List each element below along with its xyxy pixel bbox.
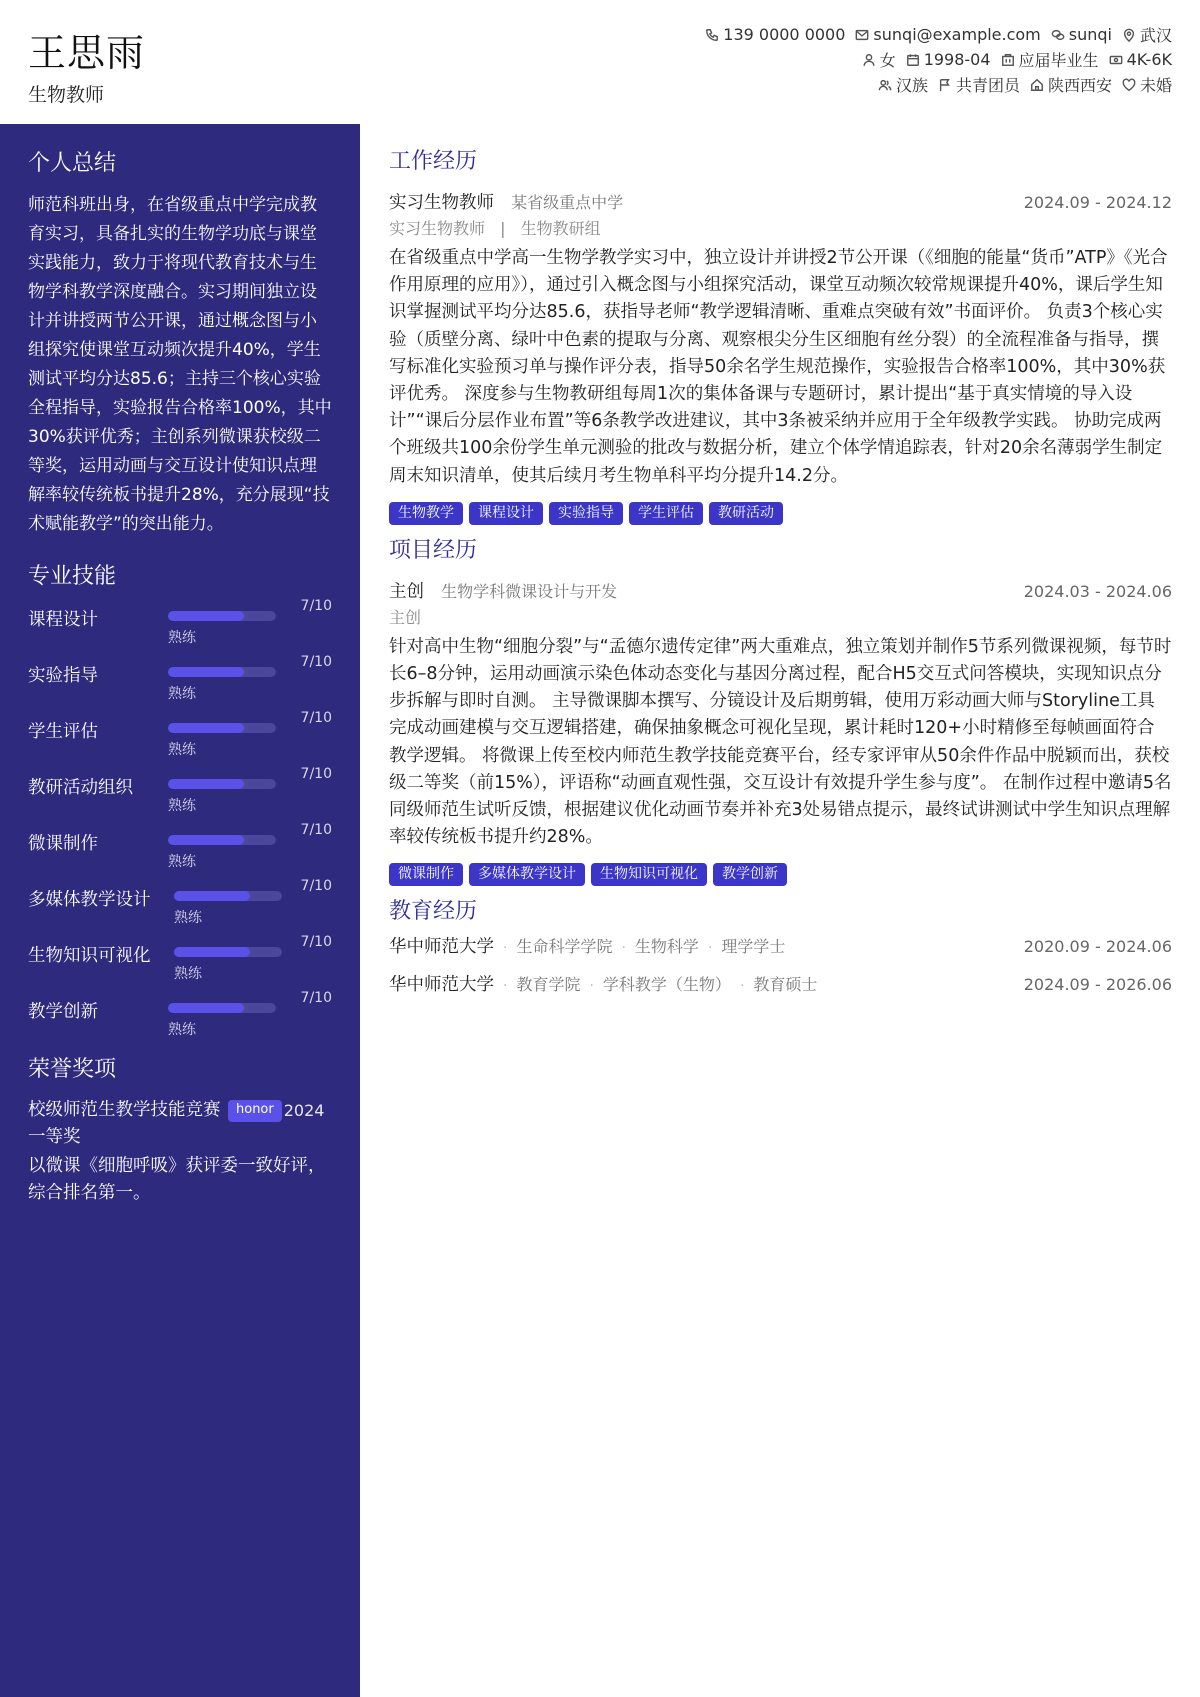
heart-icon — [1122, 78, 1136, 92]
edu-school: 华中师范大学 — [389, 937, 494, 958]
education-item: 华中师范大学 · 生命科学学院 · 生物科学 · 理学学士 2020.09 - 2024.06 — [389, 933, 1172, 971]
edu-college: 生命科学学院 — [516, 937, 613, 957]
skill-bar-fill — [174, 891, 250, 901]
hometown-item — [1030, 73, 1112, 96]
skill-item — [28, 876, 332, 932]
education-heading: 教育经历 — [389, 899, 478, 925]
status-text: 应届毕业生 — [1018, 51, 1099, 70]
skill-meter — [168, 708, 332, 759]
work-description: 在省级重点中学高一生物学教学实习中，独立设计并讲授2节公开课（《细胞的能量“货币”ATP》《光合作用原理的应用》），通过引入概念图与小组探究活动，课堂互动频次较常规课提升40%，课后学生知识掌握测试平均分达85.6，获指导老师“教学逻辑清晰、重难点突破有效”书面评价。 负责3个核心实验（质壁分离、绿叶中色素的提取与分离、观察根尖分生区细胞有丝分裂）的全流程准备与指导，撰写标准化实验预习单与操作评分表，指导50余名学生规范操作，实验报告合格率100%，其中30%获评优秀。 深度参与生物教研组每周1次的集体备课与专题研讨，累计提出“基于真实情境的导入设计”“课后分层作业布置”等6条教学改进建议，其中3条被采纳并应用于全年级教学实践。 协助完成两个班级共100余份学生单元测验的批改与数据分析，建立个体学情追踪表，针对20余名薄弱学生制定周末知识清单，使其后续月考生物单科平均分提升14.2分。 — [389, 248, 1168, 486]
work-department: 生物教研组 — [520, 219, 601, 238]
birth-text: 1998-04 — [923, 50, 991, 69]
skill-name: 多媒体教学设计 — [28, 890, 151, 910]
politics-item — [938, 73, 1020, 96]
work-heading: 工作经历 — [389, 149, 478, 174]
marital-item — [1122, 73, 1172, 96]
skill-level: 熟练 — [168, 854, 196, 870]
status-item — [1001, 48, 1099, 71]
wechat-icon — [1051, 28, 1065, 42]
skill-bar — [174, 891, 282, 901]
flag-icon — [938, 78, 952, 92]
skills-heading: 专业技能 — [28, 564, 117, 589]
tag: 课程设计 — [469, 502, 543, 525]
skill-item — [28, 652, 332, 708]
skill-score: 7/10 — [300, 654, 332, 670]
skill-bar — [168, 835, 276, 845]
location-item — [1122, 23, 1172, 46]
honor-item — [28, 1097, 332, 1151]
work-entry-header — [389, 189, 1172, 215]
education-item: 华中师范大学 · 教育学院 · 学科教学（生物） · 教育硕士 2024.09 - 2026.06 — [389, 971, 1172, 1009]
skill-level: 熟练 — [168, 742, 196, 758]
skill-bar — [168, 611, 276, 621]
edu-major: 学科教学（生物） — [602, 975, 731, 995]
honor-year: 2024 — [283, 1101, 325, 1120]
edu-date: 2020.09 - 2024.06 — [1023, 937, 1172, 957]
honors-heading: 荣誉奖项 — [28, 1057, 117, 1082]
tag: 教学创新 — [713, 863, 787, 886]
skill-score: 7/10 — [300, 598, 332, 614]
project-date: 2024.03 - 2024.06 — [1023, 581, 1172, 601]
work-date: 2024.09 - 2024.12 — [1023, 193, 1172, 212]
marital-text: 未婚 — [1139, 76, 1172, 95]
calendar-icon — [906, 53, 920, 67]
skill-level: 熟练 — [168, 798, 196, 814]
skill-bar-fill — [168, 779, 244, 789]
skill-item — [28, 708, 332, 764]
skill-item — [28, 932, 332, 988]
gender-text: 女 — [879, 51, 896, 70]
ethnicity-item — [878, 73, 928, 96]
money-icon — [1109, 53, 1123, 67]
salary-text: 4K-6K — [1126, 50, 1172, 69]
work-position: 实习生物教师 — [389, 219, 486, 238]
email-text: sunqi@example.com — [873, 25, 1041, 44]
ethnicity-text: 汉族 — [895, 76, 928, 95]
skill-meter — [174, 932, 332, 983]
project-name: 生物学科微课设计与开发 — [441, 581, 618, 601]
skill-name: 生物知识可视化 — [28, 946, 151, 966]
building-icon — [1001, 53, 1015, 67]
tag: 微课制作 — [389, 863, 463, 886]
hometown-text: 陕西西安 — [1047, 76, 1112, 95]
location-pin-icon — [1122, 28, 1136, 42]
politics-text: 共青团员 — [955, 76, 1020, 95]
skill-bar-fill — [168, 835, 244, 845]
skill-bar-fill — [168, 1003, 244, 1013]
skill-name: 微课制作 — [28, 834, 98, 854]
skill-score: 7/10 — [300, 710, 332, 726]
tag: 生物知识可视化 — [591, 863, 707, 886]
edu-date: 2024.09 - 2026.06 — [1023, 975, 1172, 995]
skill-level: 熟练 — [168, 686, 196, 702]
skill-item — [28, 764, 332, 820]
project-tags — [389, 863, 1172, 886]
job-title: 生物教师 — [28, 84, 105, 106]
tag: 生物教学 — [389, 502, 463, 525]
skill-score: 7/10 — [300, 822, 332, 838]
location-text: 武汉 — [1139, 26, 1172, 45]
phone-item[interactable] — [705, 25, 845, 44]
edu-degree: 教育硕士 — [753, 975, 818, 995]
skill-meter — [168, 820, 332, 871]
work-subtitle — [389, 215, 1172, 243]
skill-score: 7/10 — [300, 766, 332, 782]
work-org: 某省级重点中学 — [511, 193, 624, 212]
skill-bar — [174, 947, 282, 957]
skill-bar-fill — [168, 723, 244, 733]
skill-bar-fill — [168, 667, 244, 677]
sidebar — [0, 124, 360, 1697]
skill-meter — [168, 652, 332, 703]
honor-name: 校级师范生教学技能竞赛一等奖 — [28, 1100, 221, 1147]
contact-info — [452, 22, 1172, 97]
skill-score: 7/10 — [300, 990, 332, 1006]
project-heading: 项目经历 — [389, 537, 478, 563]
salary-item — [1109, 50, 1172, 69]
skill-bar — [168, 667, 276, 677]
tag: 学生评估 — [629, 502, 703, 525]
honor-badge: honor — [228, 1100, 282, 1122]
work-tags — [389, 502, 1172, 525]
skill-level: 熟练 — [168, 1022, 196, 1038]
skill-bar — [168, 1003, 276, 1013]
edu-major: 生物科学 — [634, 937, 699, 957]
skill-name: 学生评估 — [28, 722, 98, 742]
work-role: 实习生物教师 — [389, 193, 494, 213]
phone-icon — [705, 28, 719, 42]
skill-meter — [168, 988, 332, 1039]
honor-description: 以微课《细胞呼吸》获评委一致好评，综合排名第一。 — [28, 1156, 326, 1203]
skill-name: 课程设计 — [28, 610, 98, 630]
skill-level: 熟练 — [174, 910, 202, 926]
tag: 教研活动 — [709, 502, 783, 525]
project-entry-header — [389, 578, 1172, 604]
wechat-text: sunqi — [1068, 25, 1112, 44]
project-subtitle: 主创 — [389, 607, 422, 627]
skill-item — [28, 820, 332, 876]
skill-score: 7/10 — [300, 878, 332, 894]
gender-item — [862, 48, 896, 71]
project-role: 主创 — [389, 581, 424, 602]
candidate-name: 王思雨 — [28, 31, 146, 75]
edu-school: 华中师范大学 — [389, 975, 494, 996]
edu-degree: 理学学士 — [721, 937, 786, 957]
mail-icon — [855, 28, 869, 42]
contact-row-3 — [452, 72, 1172, 97]
contact-row-2 — [452, 47, 1172, 72]
user-icon — [862, 53, 876, 67]
contact-row-1 — [452, 22, 1172, 47]
summary-heading: 个人总结 — [28, 151, 117, 176]
skill-bar-fill — [174, 947, 250, 957]
project-description: 针对高中生物“细胞分裂”与“孟德尔遗传定律”两大重难点，独立策划并制作5节系列微课视频，每节时长6–8分钟，运用动画演示染色体动态变化与基因分离过程，配合H5交互式问答模块，实现知识点分步拆解与即时自测。 主导微课脚本撰写、分镜设计及后期剪辑，使用万彩动画大师与Storyline工具完成动画建模与交互逻辑搭建，确保抽象概念可视化呈现，累计耗时120+小时精修至每帧画面符合教学逻辑。 将微课上传至校内师范生教学技能竞赛平台，经专家评审从50余件作品中脱颖而出，获校级二等奖（前15%），评语称“动画直观性强，交互设计有效提升学生参与度”。 在制作过程中邀请5名同级师范生试听反馈，根据建议优化动画节奏并补充3处易错点提示，最终试讲测试中学生知识点理解率较传统板书提升约28%。 — [389, 636, 1172, 848]
email-item[interactable] — [855, 25, 1040, 44]
skill-bar — [168, 779, 276, 789]
skill-bar-fill — [168, 611, 244, 621]
birth-item — [906, 50, 991, 69]
skill-meter — [168, 596, 332, 647]
skill-bar — [168, 723, 276, 733]
users-icon — [878, 78, 892, 92]
tag: 多媒体教学设计 — [469, 863, 585, 886]
skill-meter — [174, 876, 332, 927]
skill-name: 实验指导 — [28, 666, 98, 686]
edu-college: 教育学院 — [516, 975, 581, 995]
separator: | — [500, 219, 506, 238]
skill-item — [28, 596, 332, 652]
skill-level: 熟练 — [174, 966, 202, 982]
resume-header — [0, 0, 1200, 124]
skill-score: 7/10 — [300, 934, 332, 950]
skills-list — [28, 596, 332, 1044]
wechat-item[interactable] — [1051, 25, 1112, 44]
main-content — [389, 124, 1172, 1009]
skill-name: 教研活动组织 — [28, 778, 133, 798]
home-icon — [1030, 78, 1044, 92]
skill-level: 熟练 — [168, 630, 196, 646]
phone-text: 139 0000 0000 — [723, 25, 846, 44]
summary-text: 师范科班出身，在省级重点中学完成教育实习，具备扎实的生物学功底与课堂实践能力，致力于将现代教育技术与生物学科教学深度融合。实习期间独立设计并讲授两节公开课，通过概念图与小组探究使课堂互动频次提升40%，学生测试平均分达85.6；主持三个核心实验全程指导，实验报告合格率100%，其中30%获评优秀；主创系列微课获校级二等奖，运用动画与交互设计使知识点理解率较传统板书提升28%，充分展现“技术赋能教学”的突出能力。 — [28, 195, 332, 534]
tag: 实验指导 — [549, 502, 623, 525]
skill-item — [28, 988, 332, 1044]
skill-meter — [168, 764, 332, 815]
skill-name: 教学创新 — [28, 1002, 98, 1022]
